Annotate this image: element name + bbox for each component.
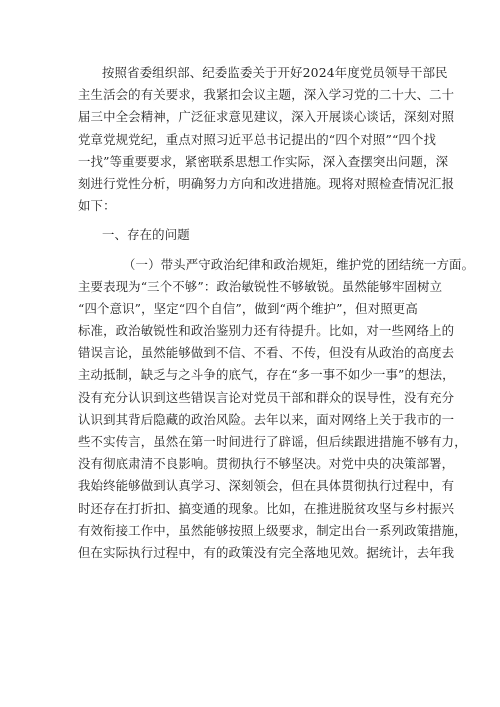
body-line: 错误言论，虽然能够做到不信、不看、不传，但没有从政治的高度去 — [78, 345, 455, 361]
body-line: 没有充分认识到这些错误言论对党员干部和群众的误导性，没有充分 — [78, 389, 455, 405]
intro-line: 届三中全会精神，广泛征求意见建议，深入开展谈心谈话，深刻对照 — [78, 109, 455, 125]
body-line: “四个意识”，坚定“四个自信”，做到“两个维护”，但对照更高 — [78, 300, 418, 316]
document-body — [78, 62, 475, 564]
body-line: 时还存在打折扣、搞变通的现象。比如，在推进脱贫攻坚与乡村振兴 — [78, 500, 455, 516]
body-line: 主动抵制，缺乏与之斗争的底气，存在“多一事不如少一事”的想法， — [78, 367, 455, 383]
intro-line: 刻进行党性分析，明确努力方向和改进措施。现将对照检查情况汇报 — [78, 175, 455, 191]
body-line: 有效衔接工作中，虽然能够按照上级要求，制定出台一系列政策措施， — [78, 522, 467, 538]
intro-line: 一找”等重要要求，紧密联系思想工作实际，深入查摆突出问题，深 — [78, 153, 449, 169]
subsection-heading: （一）带头严守政治纪律和政治规矩，维护党的团结统一方面。 — [123, 256, 475, 272]
body-line: 些不实传言，虽然在第一时间进行了辟谣，但后续跟进措施不够有力， — [78, 434, 467, 449]
body-line: 标准，政治敏锐性和政治鉴别力还有待提升。比如，对一些网络上的 — [78, 323, 455, 339]
intro-line: 党章党规党纪，重点对照习近平总书记提出的“四个对照”“四个找 — [78, 131, 437, 147]
intro-line: 主生活会的有关要求，我紧扣会议主题，深入学习党的二十大、二十 — [78, 87, 455, 103]
body-line: 认识到其背后隐藏的政治风险。去年以来，面对网络上关于我市的一 — [78, 411, 455, 427]
section-heading: 一、存在的问题 — [102, 227, 190, 243]
body-line: 主要表现为“三个不够”：政治敏锐性不够敏锐。虽然能够牢固树立 — [78, 278, 443, 294]
body-line: 我始终能够做到认真学习、深刻领会，但在具体贯彻执行过程中，有 — [78, 478, 455, 494]
intro-line: 如下： — [78, 198, 116, 214]
body-line: 没有彻底肃清不良影响。贯彻执行不够坚决。对党中央的决策部署， — [78, 456, 455, 472]
intro-line: 按照省委组织部、纪委监委关于开好2024年度党员领导干部民 — [102, 65, 448, 80]
body-line: 但在实际执行过程中，有的政策没有完全落地见效。据统计，去年我 — [78, 544, 455, 560]
